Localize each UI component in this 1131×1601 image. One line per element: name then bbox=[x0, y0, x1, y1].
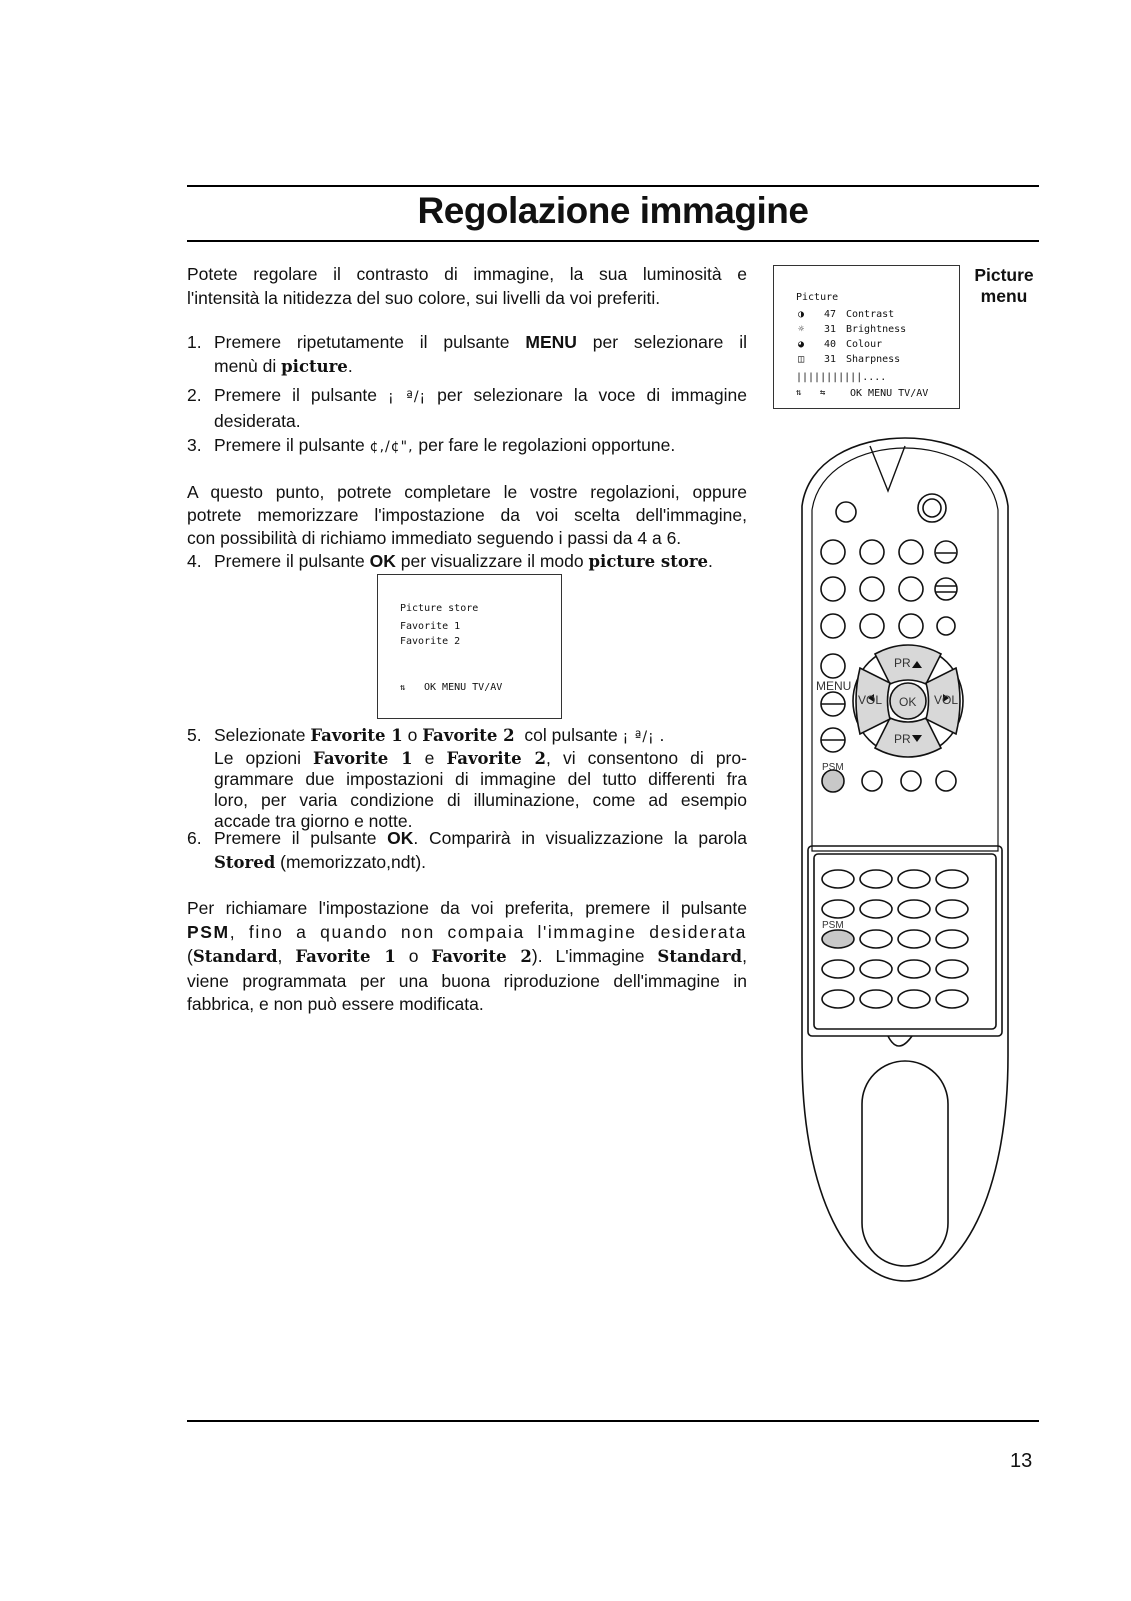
psm-door-label: PSM bbox=[822, 920, 844, 931]
osd-footer: OK MENU TV/AV bbox=[850, 388, 929, 399]
para2-line-3: con possibilità di richiamo immediato seguendo i passi da 4 a 6. bbox=[187, 528, 682, 548]
step-2-line-1: Premere il pulsante ¡ ª/¡ per selezionare la voce di immagine bbox=[214, 385, 747, 405]
osd-up-down-icon: ⇅ bbox=[796, 388, 802, 398]
step-5-line-1: Selezionate Favorite 1 o Favorite 2 col pulsante ¡ ª/¡ . bbox=[214, 725, 665, 745]
picture-menu-label-line-1: Picture bbox=[974, 265, 1034, 285]
psm-button bbox=[822, 770, 844, 792]
contrast-icon: ◑ bbox=[798, 309, 805, 320]
step-number: 3. bbox=[187, 435, 202, 455]
vol-left-label: VOL bbox=[858, 693, 883, 707]
top-rule bbox=[187, 185, 1039, 187]
step-6 bbox=[187, 826, 747, 875]
brightness-icon: ☼ bbox=[798, 324, 805, 335]
picture-menu-label-line-2: menu bbox=[980, 286, 1028, 306]
favorite-2-keyword: Favorite 2 bbox=[431, 947, 532, 966]
left-right-button-symbol: ¢,/¢", bbox=[369, 439, 414, 455]
picture-menu-label bbox=[968, 265, 1040, 307]
step-5-line-4: loro, per varia condizione di illuminazione, come ad esempio bbox=[214, 790, 747, 810]
osd-row-value: 31 bbox=[824, 354, 837, 365]
step-number: 4. bbox=[187, 551, 202, 571]
menu-label: MENU bbox=[816, 679, 852, 693]
step-number: 2. bbox=[187, 385, 202, 405]
step-1-line-2: menù di picture. bbox=[214, 356, 353, 376]
vol-right-label: VOL bbox=[934, 693, 959, 707]
ir-window-icon bbox=[870, 446, 905, 491]
sharpness-icon: ◫ bbox=[798, 354, 805, 365]
footer-rule bbox=[187, 1420, 1039, 1422]
title-rule bbox=[187, 240, 1039, 242]
step-1 bbox=[187, 330, 747, 379]
standard-keyword: Standard bbox=[657, 947, 743, 966]
ok-label: OK bbox=[899, 695, 917, 709]
step-5-line-2: Le opzioni Favorite 1 e Favorite 2, vi consentono di pro- bbox=[214, 748, 747, 768]
favorite-1-keyword: Favorite 1 bbox=[310, 726, 403, 745]
osd-row-label: Contrast bbox=[846, 309, 895, 320]
power-button bbox=[836, 502, 856, 522]
ok-keyword: OK bbox=[369, 551, 396, 571]
para3-line-1: Per richiamare l'impostazione da voi preferita, premere il pulsante bbox=[187, 898, 747, 918]
level-bar: |||||||||||.... bbox=[796, 372, 887, 383]
intro-line-1: Potete regolare il contrasto di immagine, la sua luminosità e bbox=[187, 264, 747, 284]
standard-keyword: Standard bbox=[192, 947, 278, 966]
step-4-line-1: Premere il pulsante OK per visualizzare il modo picture store. bbox=[214, 551, 713, 571]
stored-keyword: Stored bbox=[214, 853, 276, 872]
osd-left-right-icon: ⇆ bbox=[820, 388, 826, 398]
step-5-line-5: accade tra giorno e notte. bbox=[214, 811, 413, 831]
ok-keyword: OK bbox=[387, 828, 414, 848]
battery-cover bbox=[862, 1061, 948, 1266]
step-6-line-1: Premere il pulsante OK. Comparirà in visualizzazione la parola bbox=[214, 828, 747, 848]
picture-menu-osd bbox=[773, 265, 960, 409]
para3-line-2: PSM, fino a quando non compaia l'immagine desiderata bbox=[187, 922, 747, 942]
osd-row-label: Brightness bbox=[846, 324, 907, 335]
para3-line-4: viene programmata per una buona riproduzione dell'immagine in bbox=[187, 971, 747, 991]
osd-row-value: 40 bbox=[824, 339, 837, 350]
picture-store-osd bbox=[377, 574, 562, 719]
step-3-line-1: Premere il pulsante ¢,/¢", per fare le regolazioni opportune. bbox=[214, 435, 676, 455]
favorite-1-keyword: Favorite 1 bbox=[313, 749, 413, 768]
colour-icon: ◕ bbox=[798, 339, 805, 350]
psm-door-button bbox=[822, 930, 854, 948]
step-2 bbox=[187, 383, 747, 433]
psm-label: PSM bbox=[822, 762, 844, 773]
osd-title: Picture store bbox=[400, 603, 479, 614]
step-1-line-1: Premere ripetutamente il pulsante MENU per selezionare il bbox=[214, 332, 747, 352]
picture-store-keyword: picture store bbox=[588, 552, 709, 571]
step-5 bbox=[187, 725, 747, 832]
picture-keyword: picture bbox=[281, 357, 348, 376]
step-number: 6. bbox=[187, 828, 202, 848]
para3-line-3: (Standard, Favorite 1 o Favorite 2). L'immagine Standard, bbox=[187, 946, 747, 966]
osd-row-label: Colour bbox=[846, 339, 883, 350]
up-down-button-symbol: ¡ ª/¡ bbox=[388, 389, 427, 405]
psm-keyword: PSM bbox=[187, 922, 230, 942]
osd-title: Picture bbox=[796, 292, 839, 303]
step-3 bbox=[187, 433, 747, 459]
osd-row-label: Sharpness bbox=[846, 354, 901, 365]
step-6-line-2: Stored (memorizzato,ndt). bbox=[214, 852, 427, 872]
para2-line-1: A questo punto, potrete completare le vostre regolazioni, oppure bbox=[187, 482, 747, 502]
step-number: 5. bbox=[187, 725, 202, 745]
para3-line-5: fabbrica, e non può essere modificata. bbox=[187, 994, 484, 1014]
step-4 bbox=[187, 549, 747, 574]
step-2-line-2: desiderata. bbox=[214, 411, 301, 431]
intro-line-2: l'intensità la nitidezza del suo colore, sui livelli da voi preferiti. bbox=[187, 288, 661, 308]
favorite-2-keyword: Favorite 2 bbox=[422, 726, 515, 745]
step-5-line-3: grammare due impostazioni di immagine del tutto differenti fra bbox=[214, 769, 747, 789]
para2-line-2: potrete memorizzare l'impostazione da voi scelta dell'immagine, bbox=[187, 505, 747, 525]
pr-down-label: PR bbox=[894, 732, 911, 746]
page-title: Regolazione immagine bbox=[417, 190, 809, 231]
favorite-1-keyword: Favorite 1 bbox=[295, 947, 396, 966]
osd-item-favorite-2: Favorite 2 bbox=[400, 636, 461, 647]
up-down-button-symbol: ¡ ª/¡ bbox=[622, 729, 655, 745]
osd-footer: OK MENU TV/AV bbox=[424, 682, 503, 693]
osd-item-favorite-1: Favorite 1 bbox=[400, 621, 461, 632]
page-number: 13 bbox=[1010, 1450, 1033, 1472]
menu-keyword: MENU bbox=[525, 332, 577, 352]
osd-row-value: 47 bbox=[824, 309, 837, 320]
osd-up-down-icon: ⇅ bbox=[400, 683, 406, 693]
step-number: 1. bbox=[187, 332, 202, 352]
favorite-2-keyword: Favorite 2 bbox=[446, 749, 547, 768]
pr-up-label: PR bbox=[894, 656, 911, 670]
remote-control-illustration bbox=[800, 436, 1010, 1306]
osd-row-value: 31 bbox=[824, 324, 837, 335]
